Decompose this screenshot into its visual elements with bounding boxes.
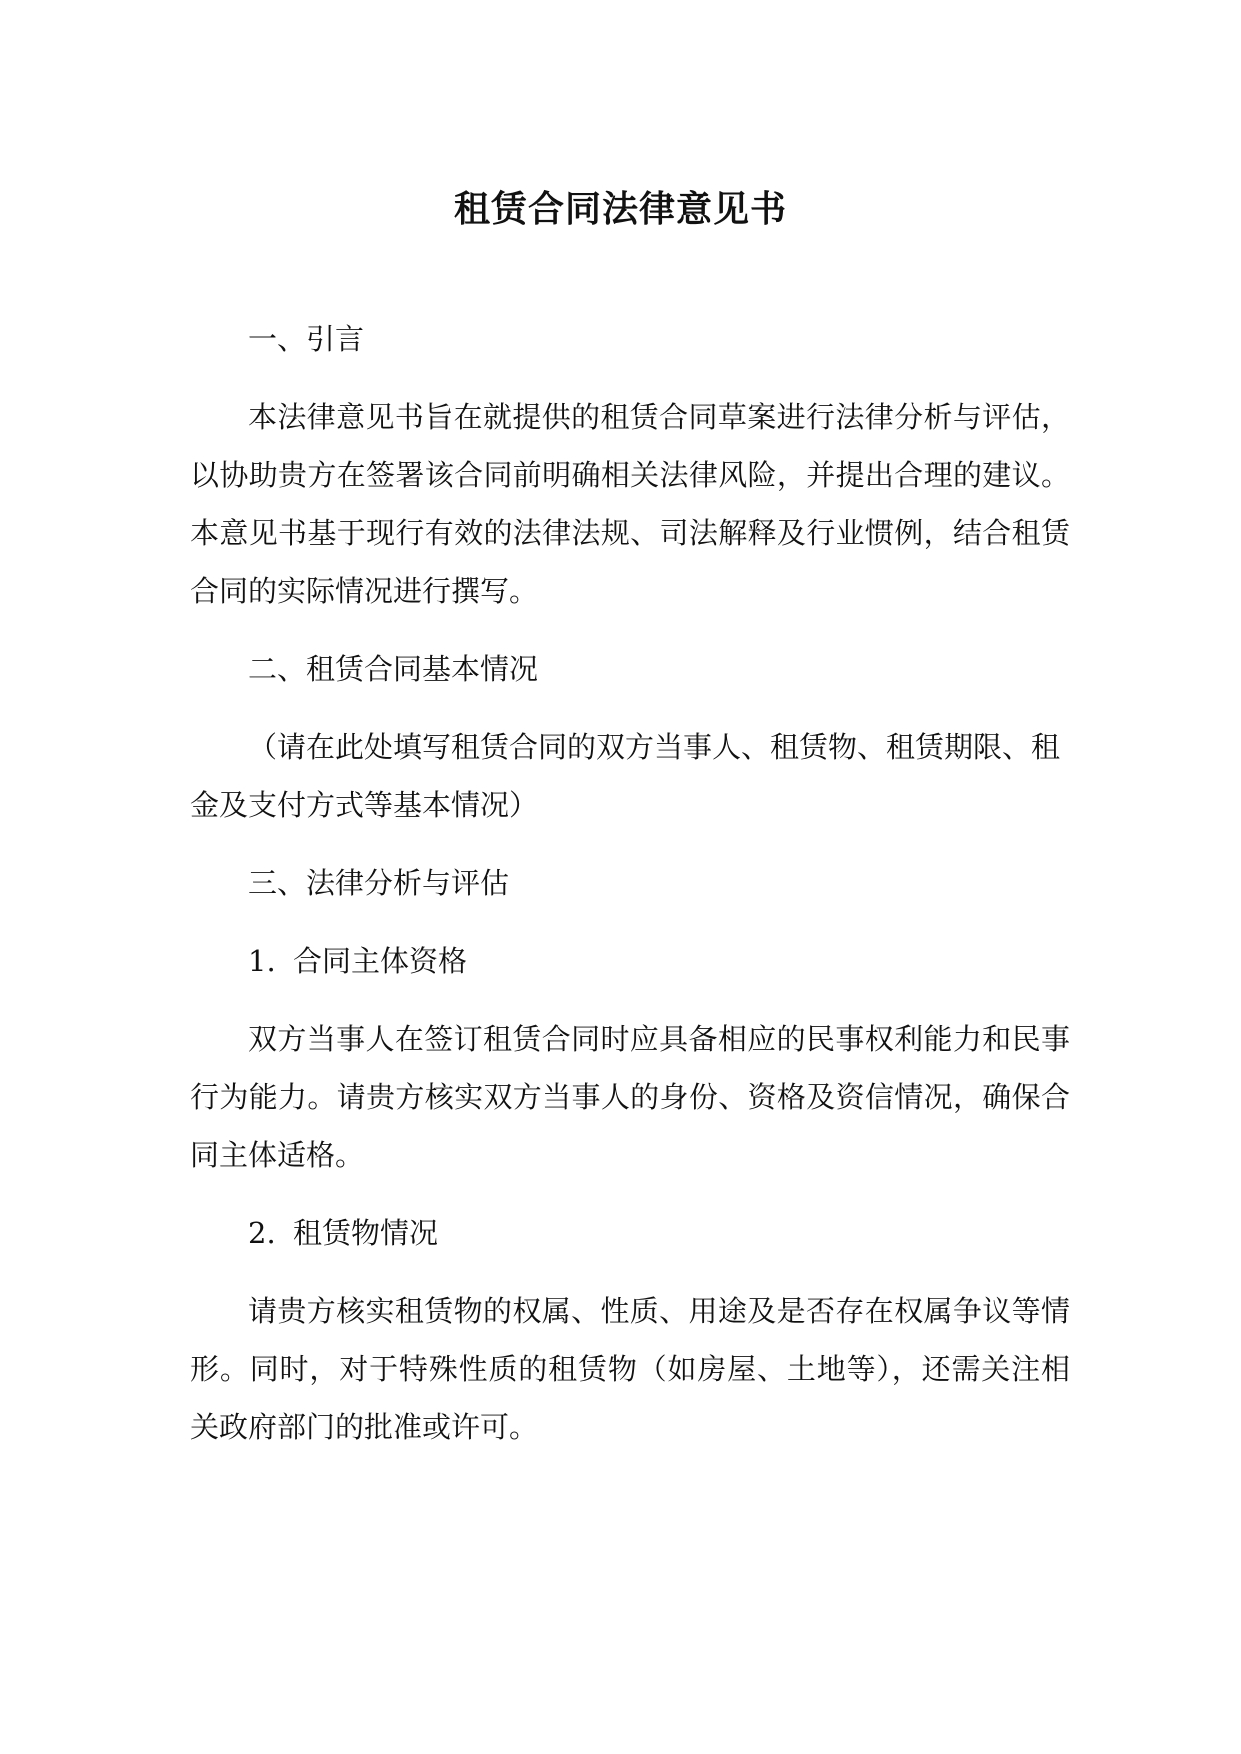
subsection-title: 合同主体资格	[293, 944, 468, 978]
subsection-heading-subject-qualification	[190, 932, 1070, 990]
section-heading-basic-info: 二、租赁合同基本情况	[248, 652, 539, 686]
leased-property-paragraph: 请贵方核实租赁物的权属、性质、用途及是否存在权属争议等情形。同时，对于特殊性质的租赁物（如房屋、土地等），还需关注相关政府部门的批准或许可。	[190, 1294, 1070, 1444]
subsection-heading-leased-property	[190, 1204, 1070, 1262]
document-body	[190, 310, 1070, 1476]
subsection-number: 1.	[248, 944, 276, 978]
basic-info-placeholder: （请在此处填写租赁合同的双方当事人、租赁物、租赁期限、租金及支付方式等基本情况）	[190, 730, 1061, 822]
subsection-number: 2.	[248, 1216, 276, 1250]
section-heading-intro: 一、引言	[248, 322, 365, 356]
subject-qualification-paragraph: 双方当事人在签订租赁合同时应具备相应的民事权利能力和民事行为能力。请贵方核实双方当事人的身份、资格及资信情况，确保合同主体适格。	[190, 1022, 1070, 1172]
intro-paragraph: 本法律意见书旨在就提供的租赁合同草案进行法律分析与评估，以协助贵方在签署该合同前明确相关法律风险，并提出合理的建议。本意见书基于现行有效的法律法规、司法解释及行业惯例，结合租赁合同的实际情况进行撰写。	[190, 400, 1070, 608]
subsection-title: 租赁物情况	[293, 1216, 439, 1250]
document-title: 租赁合同法律意见书	[453, 188, 787, 230]
section-heading-analysis: 三、法律分析与评估	[248, 866, 510, 900]
